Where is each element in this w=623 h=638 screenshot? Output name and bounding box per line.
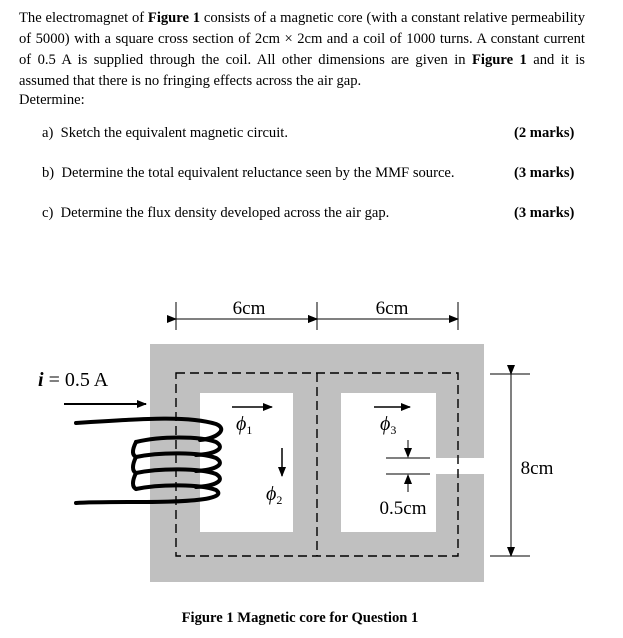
question-text-part-1: The electromagnet of (19, 10, 148, 26)
part-a-marks: (2 marks) (514, 125, 575, 141)
top-dimension (176, 302, 458, 330)
phi3-label: $\phi_3$ (380, 413, 397, 437)
figure-reference-1: Figure 1 (147, 10, 201, 26)
width-left-label: 6cm (232, 298, 266, 319)
magnetic-core-figure (0, 290, 623, 610)
part-b-marks: (3 marks) (514, 165, 575, 181)
part-c-letter: c) (42, 205, 54, 221)
part-a-letter: a) (42, 125, 54, 141)
part-b-text: Determine the total equivalent reluctance seen by the MMF source. (61, 165, 455, 181)
part-a-text: Sketch the equivalent magnetic circuit. (60, 125, 288, 141)
gap-dimension (386, 440, 430, 492)
figure-caption: Figure 1 Magnetic core for Question 1 (181, 610, 419, 626)
part-c-text: Determine the flux density developed across the air gap. (60, 205, 390, 221)
determine-label: Determine: (19, 92, 85, 108)
height-label: 8cm (520, 458, 554, 479)
width-right-label: 6cm (375, 298, 409, 319)
part-c (42, 205, 389, 222)
part-c-marks: (3 marks) (514, 205, 575, 221)
phi2-label: $\phi_2$ (266, 483, 283, 507)
question-text-part-2: consists of a magnetic core (with a constant relative permeability of 5000) with a square cross section of 2cm × 2cm and a coil of 1000 turns. A constant current of 0.5 A is supplied through the coil. All other dimensions are given in (19, 10, 585, 68)
current-label: i = 0.5 A (38, 369, 109, 391)
question-text-part-3: and it is assumed that there is no fringing effects across the air gap. (19, 52, 585, 89)
part-b (42, 165, 455, 182)
part-b-letter: b) (42, 165, 55, 181)
gap-label: 0.5cm (379, 498, 427, 519)
figure-reference-2: Figure 1 (472, 52, 527, 68)
part-a (42, 125, 288, 142)
phi1-label: $\phi_1$ (236, 413, 253, 437)
question-text (19, 8, 585, 92)
